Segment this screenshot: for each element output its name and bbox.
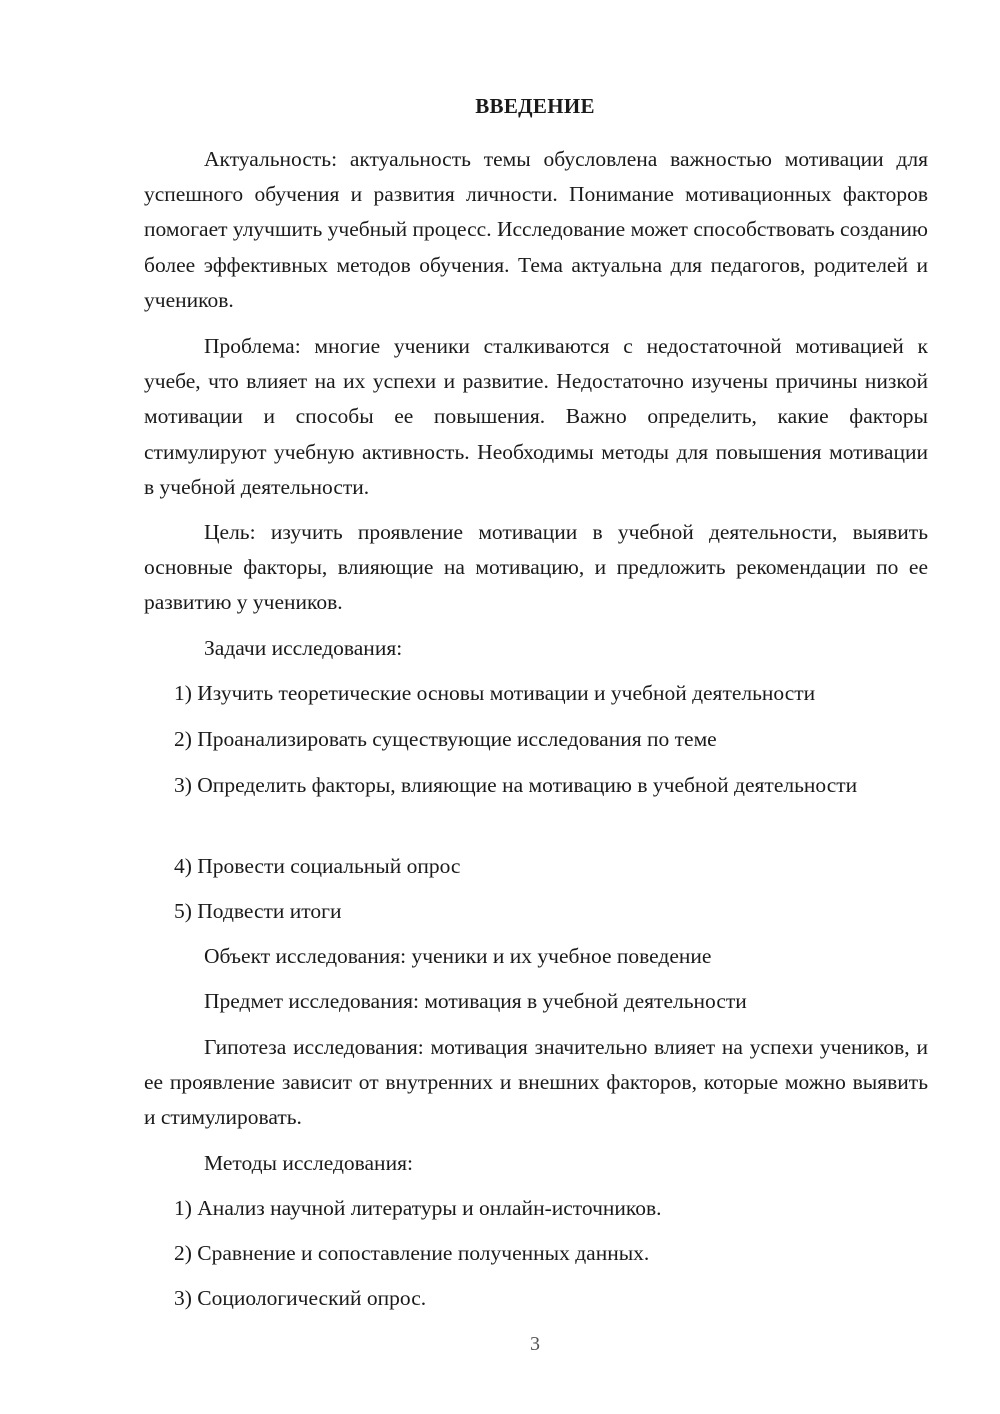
research-subject: Предмет исследования: мотивация в учебной деятельности <box>204 989 747 1013</box>
research-object: Объект исследования: ученики и их учебное поведение <box>204 944 712 968</box>
tasks-title: Задачи исследования: <box>204 636 403 660</box>
task-item-4: 4) Провести социальный опрос <box>174 854 461 878</box>
relevance-text: Актуальность: актуальность темы обусловлена важностью мотивации для успешного обучения и развития личности. Понимание мотивационных факторов помогает улучшить учебный процесс. Исследование может способствовать созданию более эффективных методов обучения. Тема актуальна для педагогов, родителей и учеников. <box>144 147 928 312</box>
problem-text: Проблема: многие ученики сталкиваются с недостаточной мотивацией к учебе, что влияет на их успехи и развитие. Недостаточно изучены причины низкой мотивации и способы ее повышения. Важно определить, какие факторы стимулируют учебную активность. Необходимы методы для повышения мотивации в учебной деятельности. <box>144 334 928 499</box>
method-item-3: 3) Социологический опрос. <box>174 1286 427 1310</box>
task-item-5: 5) Подвести итоги <box>174 899 342 923</box>
method-item-2: 2) Сравнение и сопоставление полученных данных. <box>174 1241 650 1265</box>
hypothesis-text: Гипотеза исследования: мотивация значительно влияет на успехи учеников, и ее проявление зависит от внутренних и внешних факторов, которые можно выявить и стимулировать. <box>144 1035 928 1130</box>
relevance-paragraph <box>144 142 928 318</box>
method-item-1: 1) Анализ научной литературы и онлайн-источников. <box>174 1196 662 1220</box>
task-item-2: 2) Проанализировать существующие исследования по теме <box>174 727 717 751</box>
hypothesis-paragraph <box>144 1030 928 1136</box>
page-number: 3 <box>530 1333 540 1355</box>
task-item-3 <box>144 768 928 803</box>
goal-paragraph <box>144 515 928 621</box>
goal-text: Цель: изучить проявление мотивации в учебной деятельности, выявить основные факторы, влияющие на мотивацию, и предложить рекомендации по ее развитию у учеников. <box>144 520 928 615</box>
task-item-1: 1) Изучить теоретические основы мотивации и учебной деятельности <box>174 681 816 705</box>
page-title: ВВЕДЕНИЕ <box>475 94 595 118</box>
problem-paragraph <box>144 329 928 505</box>
methods-title: Методы исследования: <box>204 1151 413 1175</box>
task-item-3-text: 3) Определить факторы, влияющие на мотивацию в учебной деятельности <box>174 773 858 797</box>
